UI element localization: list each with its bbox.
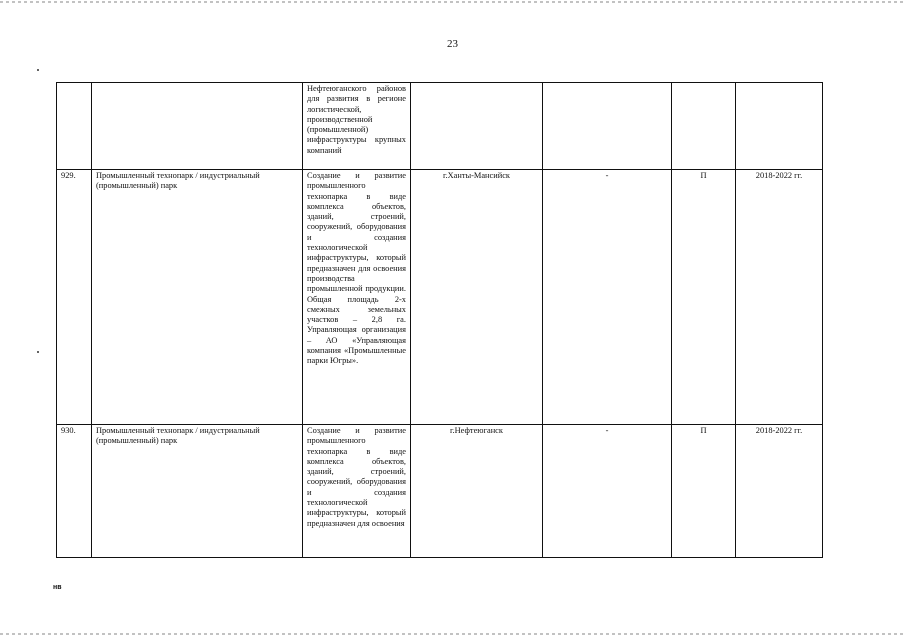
implementation-period: 2018-2022 гг. — [736, 170, 823, 425]
object-location: г.Ханты-Мансийск — [411, 170, 543, 425]
scan-bottom-edge — [0, 633, 905, 635]
column-5-value: - — [543, 425, 672, 558]
object-description: Нефтеюганского районов для развития в регионе логистической, производственной (промышленной) инфраструктуры крупных компаний — [303, 83, 411, 170]
row-number — [57, 83, 92, 170]
object-name: Промышленный технопарк / индустриальный (промышленный) парк — [92, 170, 303, 425]
column-6-value — [672, 83, 736, 170]
object-name — [92, 83, 303, 170]
implementation-period — [736, 83, 823, 170]
object-description: Создание и развитие промышленного технопарка в виде комплекса объектов, зданий, строений, сооружений, оборудования и создания технологической инфраструктуры, который предназначен для освоения производства промышленной продукции. Общая площадь 2-х смежных земельных участков – 2,8 га. Управляющая организация – АО «Управляющая компания «Промышленные парки Югры». — [303, 170, 411, 425]
page-number: 23 — [447, 38, 458, 50]
row-number: 930. — [57, 425, 92, 558]
table-row — [57, 83, 823, 170]
object-location — [411, 83, 543, 170]
table-row — [57, 170, 823, 425]
object-name: Промышленный технопарк / индустриальный (промышленный) парк — [92, 425, 303, 558]
column-6-value: П — [672, 425, 736, 558]
scan-top-edge — [0, 1, 905, 3]
footer-mark: нв — [53, 584, 62, 591]
column-5-value: - — [543, 170, 672, 425]
column-5-value — [543, 83, 672, 170]
scan-speck — [37, 69, 39, 71]
column-6-value: П — [672, 170, 736, 425]
table-row — [57, 425, 823, 558]
scan-speck — [37, 351, 39, 353]
object-location: г.Нефтеюганск — [411, 425, 543, 558]
row-number: 929. — [57, 170, 92, 425]
implementation-period: 2018-2022 гг. — [736, 425, 823, 558]
registry-table — [56, 82, 823, 558]
object-description: Создание и развитие промышленного технопарка в виде комплекса объектов, зданий, строений, сооружений, оборудования и создания технологической инфраструктуры, который предназначен для освоения — [303, 425, 411, 558]
